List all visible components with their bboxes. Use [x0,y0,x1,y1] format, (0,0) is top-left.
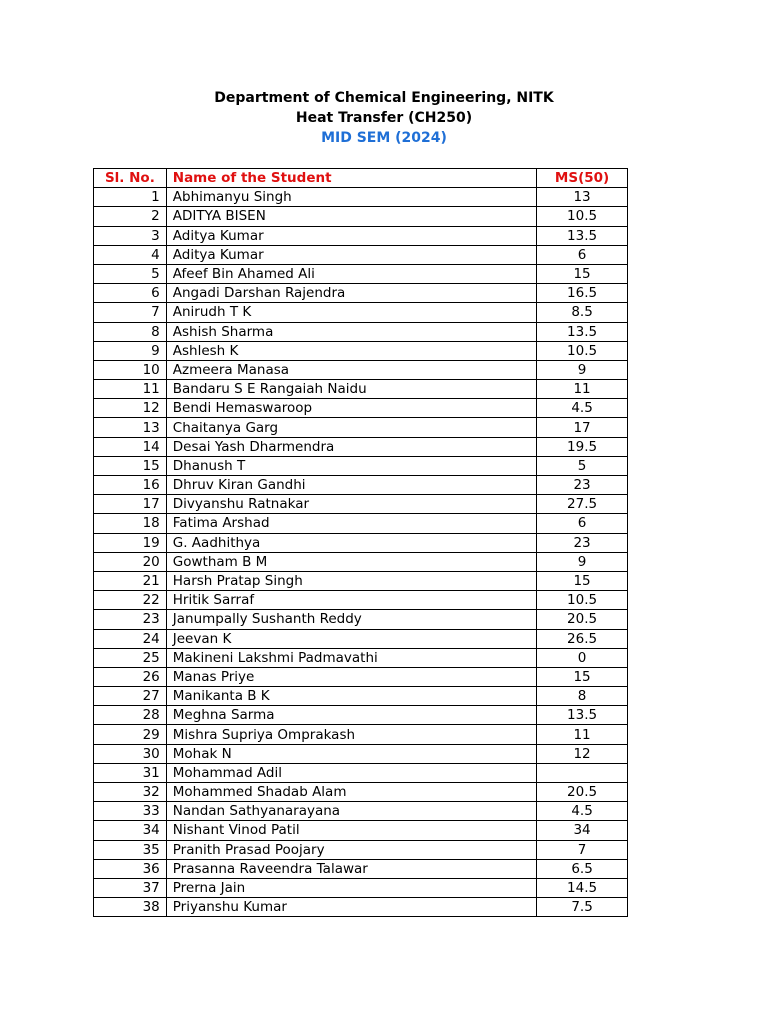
marks-cell: 16.5 [537,284,628,303]
serial-number-cell: 7 [94,303,167,322]
table-header-row [94,169,628,188]
marks-cell: 13.5 [537,322,628,341]
marks-cell: 4.5 [537,802,628,821]
table-row [94,207,628,226]
exam-title: MID SEM (2024) [321,130,447,146]
table-row [94,840,628,859]
student-name-cell: Mohak N [166,744,536,763]
marks-cell: 12 [537,744,628,763]
serial-number-cell: 29 [94,725,167,744]
marks-cell: 14.5 [537,878,628,897]
table-row [94,495,628,514]
table-row [94,322,628,341]
marks-cell: 11 [537,380,628,399]
serial-number-cell: 36 [94,859,167,878]
table-row [94,380,628,399]
table-row [94,341,628,360]
student-name-cell: Chaitanya Garg [166,418,536,437]
student-name-cell: Pranith Prasad Poojary [166,840,536,859]
student-name-cell: Priyanshu Kumar [166,898,536,917]
student-name-cell: Bandaru S E Rangaiah Naidu [166,380,536,399]
student-name-cell: ADITYA BISEN [166,207,536,226]
marks-cell: 10.5 [537,591,628,610]
marks-cell: 13.5 [537,226,628,245]
serial-number-cell: 25 [94,648,167,667]
student-name-cell: Dhruv Kiran Gandhi [166,476,536,495]
table-row [94,648,628,667]
student-name-cell: Manikanta B K [166,687,536,706]
student-name-cell: Aditya Kumar [166,245,536,264]
student-name-cell: Angadi Darshan Rajendra [166,284,536,303]
student-name-cell: Desai Yash Dharmendra [166,437,536,456]
student-name-cell: Abhimanyu Singh [166,188,536,207]
serial-number-cell: 27 [94,687,167,706]
student-name-cell: Manas Priye [166,667,536,686]
serial-number-cell: 11 [94,380,167,399]
serial-number-cell: 21 [94,571,167,590]
marks-cell: 10.5 [537,207,628,226]
column-header-marks: MS(50) [537,169,628,188]
table-row [94,399,628,418]
table-row [94,821,628,840]
marks-cell: 11 [537,725,628,744]
marks-cell: 20.5 [537,783,628,802]
student-name-cell: Prasanna Raveendra Talawar [166,859,536,878]
table-row [94,264,628,283]
marks-table [93,168,628,917]
serial-number-cell: 34 [94,821,167,840]
table-row [94,763,628,782]
table-row [94,360,628,379]
student-name-cell: Nandan Sathyanarayana [166,802,536,821]
marks-cell: 7 [537,840,628,859]
student-name-cell: G. Aadhithya [166,533,536,552]
marks-cell: 20.5 [537,610,628,629]
marks-cell: 9 [537,360,628,379]
serial-number-cell: 16 [94,476,167,495]
marks-cell: 27.5 [537,495,628,514]
marks-cell: 23 [537,533,628,552]
marks-cell: 8 [537,687,628,706]
marks-cell: 23 [537,476,628,495]
student-name-cell: Nishant Vinod Patil [166,821,536,840]
student-name-cell: Fatima Arshad [166,514,536,533]
serial-number-cell: 24 [94,629,167,648]
marks-cell: 15 [537,667,628,686]
serial-number-cell: 38 [94,898,167,917]
serial-number-cell: 22 [94,591,167,610]
serial-number-cell: 32 [94,783,167,802]
student-name-cell: Harsh Pratap Singh [166,571,536,590]
table-row [94,571,628,590]
marks-cell: 15 [537,264,628,283]
student-name-cell: Janumpally Sushanth Reddy [166,610,536,629]
table-row [94,303,628,322]
table-row [94,878,628,897]
serial-number-cell: 19 [94,533,167,552]
student-name-cell: Ashish Sharma [166,322,536,341]
table-row [94,725,628,744]
table-row [94,284,628,303]
serial-number-cell: 33 [94,802,167,821]
student-name-cell: Afeef Bin Ahamed Ali [166,264,536,283]
table-row [94,591,628,610]
serial-number-cell: 3 [94,226,167,245]
table-row [94,476,628,495]
serial-number-cell: 17 [94,495,167,514]
serial-number-cell: 14 [94,437,167,456]
serial-number-cell: 8 [94,322,167,341]
table-row [94,226,628,245]
marks-cell: 6 [537,245,628,264]
serial-number-cell: 20 [94,552,167,571]
serial-number-cell: 35 [94,840,167,859]
table-row [94,629,628,648]
document-header [0,88,768,148]
table-row [94,456,628,475]
serial-number-cell: 13 [94,418,167,437]
serial-number-cell: 28 [94,706,167,725]
marks-cell: 34 [537,821,628,840]
marks-cell: 26.5 [537,629,628,648]
table-row [94,687,628,706]
table-row [94,802,628,821]
student-name-cell: Divyanshu Ratnakar [166,495,536,514]
serial-number-cell: 2 [94,207,167,226]
course-title: Heat Transfer (CH250) [295,110,473,126]
marks-cell: 4.5 [537,399,628,418]
table-row [94,188,628,207]
student-name-cell: Ashlesh K [166,341,536,360]
student-name-cell: Meghna Sarma [166,706,536,725]
student-name-cell: Bendi Hemaswaroop [166,399,536,418]
marks-cell: 5 [537,456,628,475]
serial-number-cell: 5 [94,264,167,283]
serial-number-cell: 23 [94,610,167,629]
serial-number-cell: 9 [94,341,167,360]
student-name-cell: Mishra Supriya Omprakash [166,725,536,744]
table-row [94,610,628,629]
serial-number-cell: 26 [94,667,167,686]
marks-cell: 13 [537,188,628,207]
table-row [94,898,628,917]
marks-cell: 15 [537,571,628,590]
marks-cell: 10.5 [537,341,628,360]
student-name-cell: Jeevan K [166,629,536,648]
serial-number-cell: 10 [94,360,167,379]
student-name-cell: Aditya Kumar [166,226,536,245]
table-row [94,783,628,802]
student-name-cell: Azmeera Manasa [166,360,536,379]
serial-number-cell: 37 [94,878,167,897]
serial-number-cell: 4 [94,245,167,264]
table-row [94,437,628,456]
serial-number-cell: 12 [94,399,167,418]
student-name-cell: Prerna Jain [166,878,536,897]
serial-number-cell: 31 [94,763,167,782]
table-row [94,706,628,725]
student-name-cell: Anirudh T K [166,303,536,322]
marks-cell: 19.5 [537,437,628,456]
marks-cell: 0 [537,648,628,667]
marks-cell [537,763,628,782]
marks-cell: 13.5 [537,706,628,725]
student-name-cell: Hritik Sarraf [166,591,536,610]
table-row [94,533,628,552]
marks-cell: 17 [537,418,628,437]
marks-cell: 6 [537,514,628,533]
student-name-cell: Makineni Lakshmi Padmavathi [166,648,536,667]
department-title: Department of Chemical Engineering, NITK [214,90,554,106]
column-header-name: Name of the Student [166,169,536,188]
serial-number-cell: 30 [94,744,167,763]
table-row [94,245,628,264]
serial-number-cell: 15 [94,456,167,475]
serial-number-cell: 18 [94,514,167,533]
table-row [94,667,628,686]
table-row [94,514,628,533]
table-row [94,552,628,571]
marks-cell: 8.5 [537,303,628,322]
table-row [94,418,628,437]
table-row [94,744,628,763]
column-header-serial: Sl. No. [94,169,167,188]
table-row [94,859,628,878]
student-name-cell: Mohammed Shadab Alam [166,783,536,802]
table-body [94,188,628,917]
marks-cell: 6.5 [537,859,628,878]
serial-number-cell: 6 [94,284,167,303]
marks-cell: 7.5 [537,898,628,917]
student-name-cell: Dhanush T [166,456,536,475]
student-name-cell: Mohammad Adil [166,763,536,782]
student-name-cell: Gowtham B M [166,552,536,571]
marks-cell: 9 [537,552,628,571]
serial-number-cell: 1 [94,188,167,207]
